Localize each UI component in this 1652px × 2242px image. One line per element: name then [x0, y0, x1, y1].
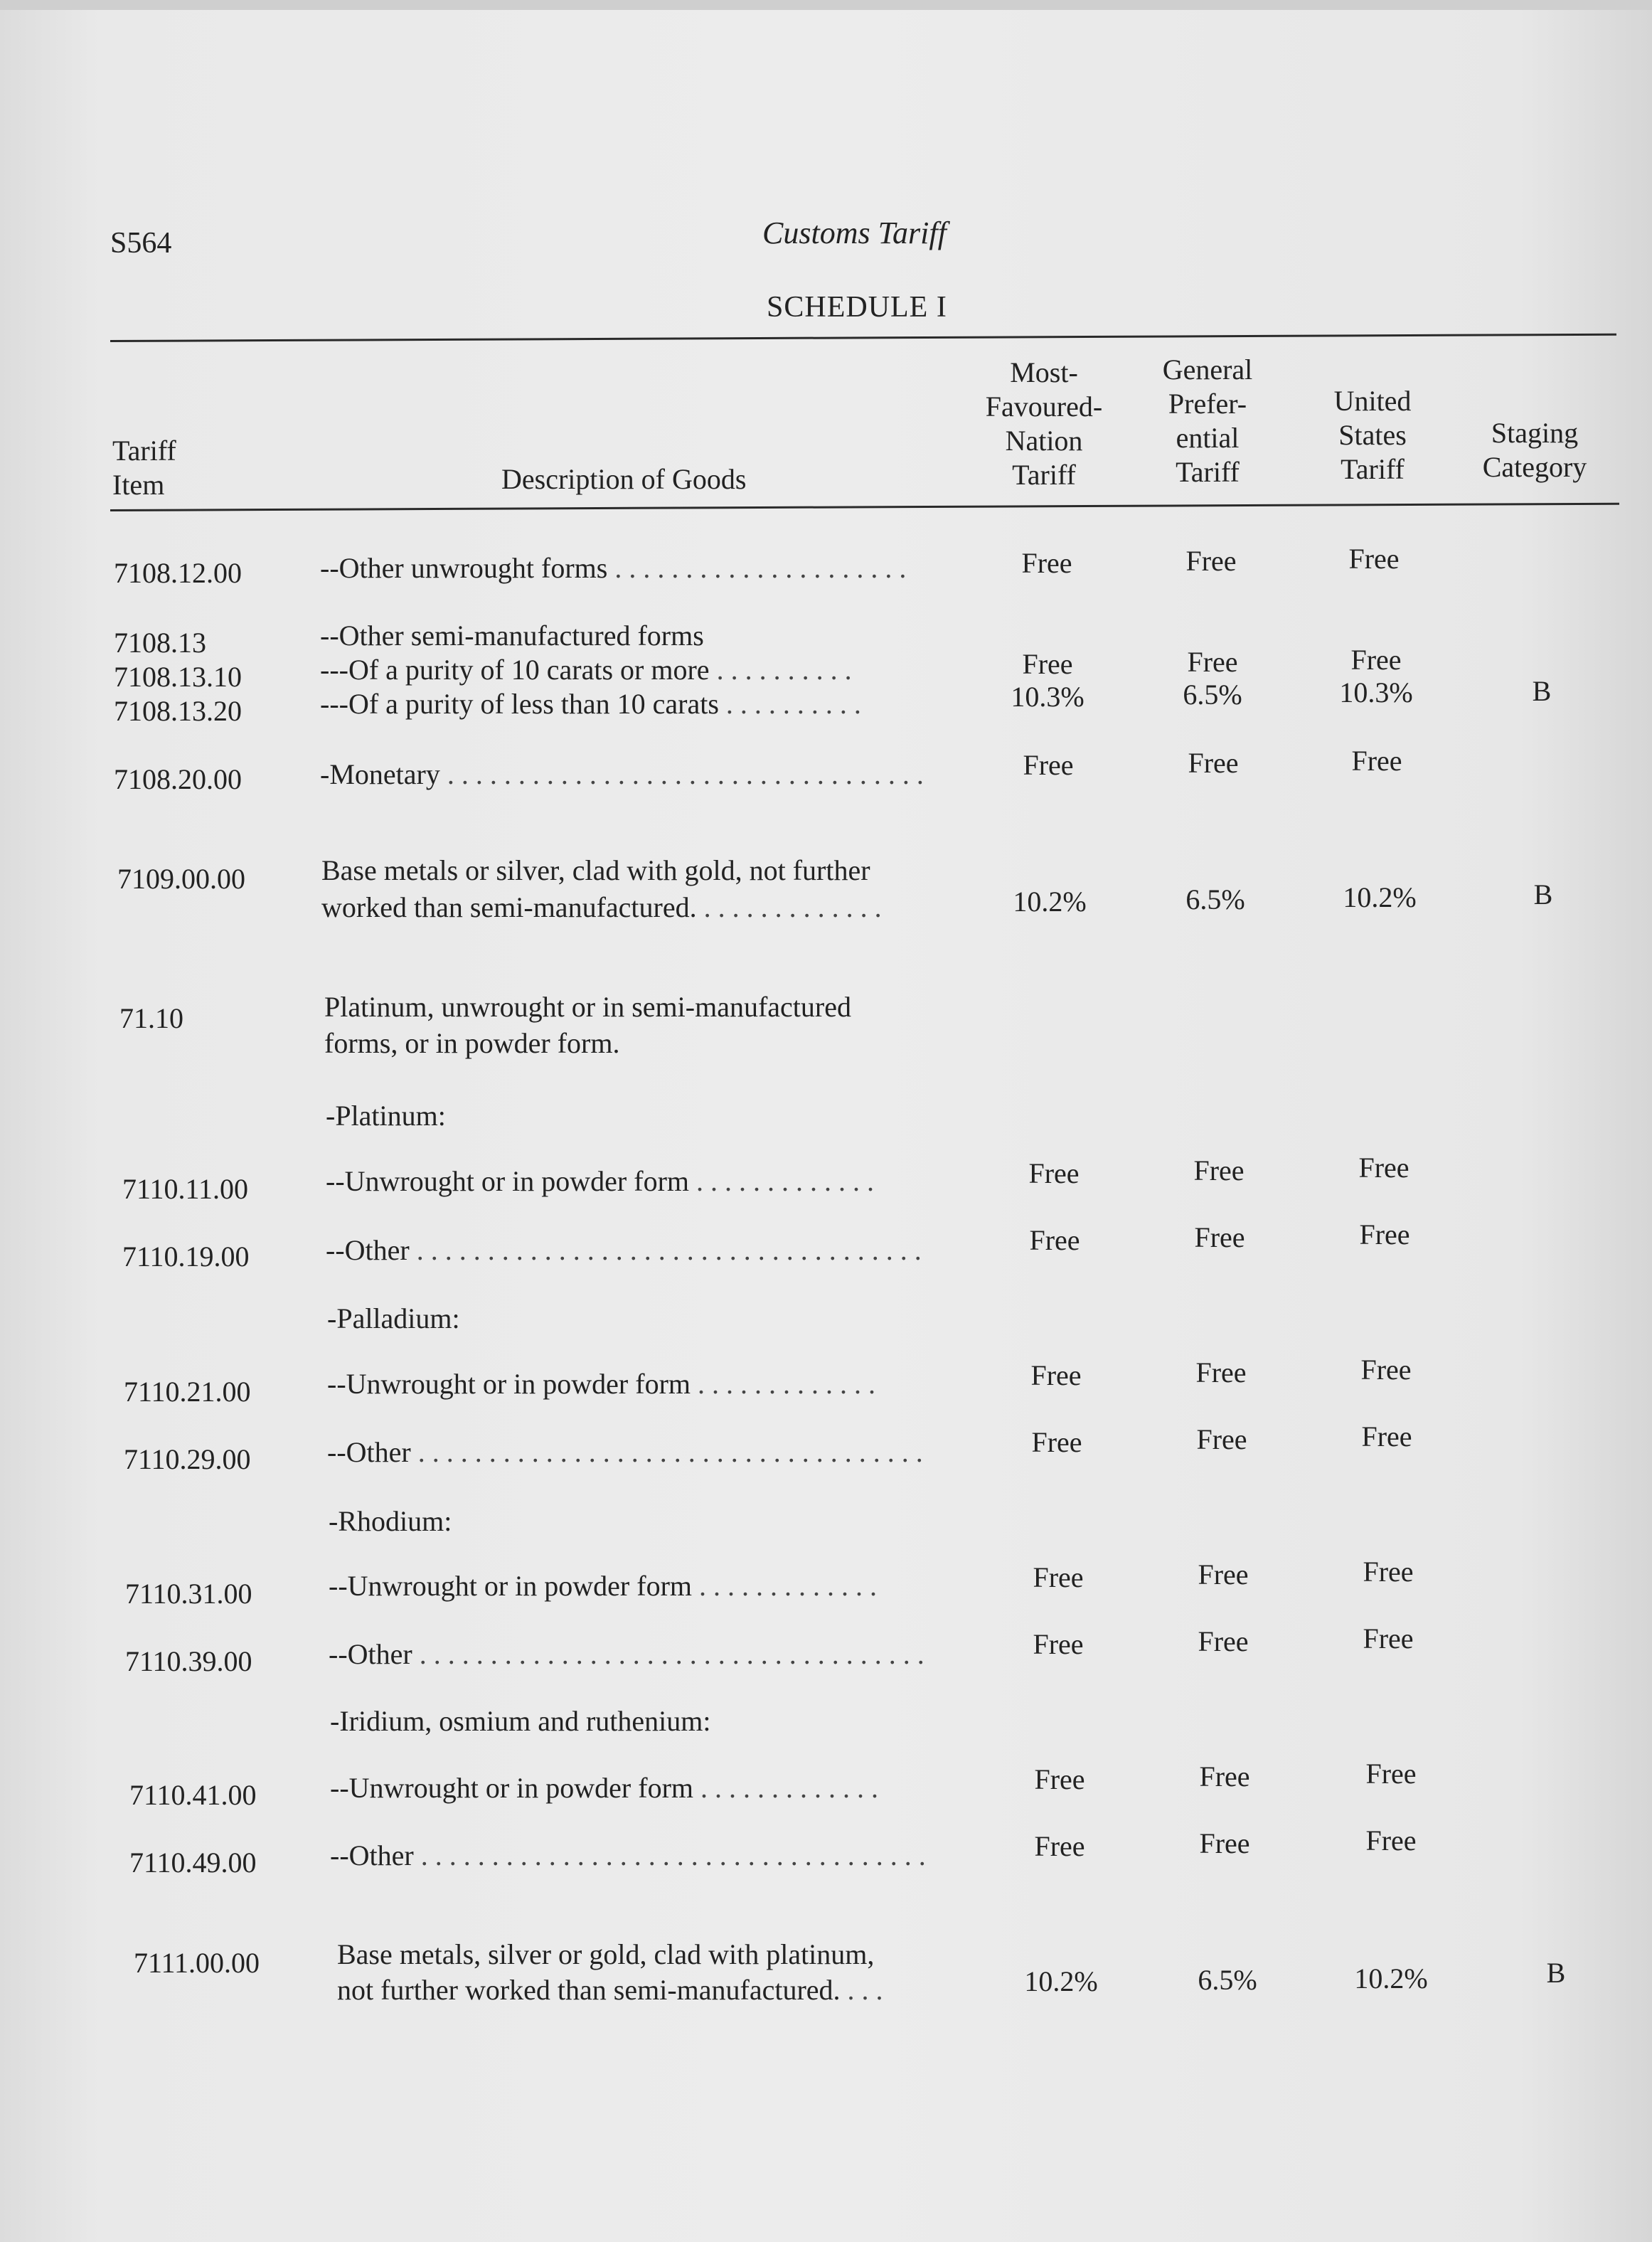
gpt-rate: Free: [1193, 1154, 1245, 1186]
gpt-rate: Free: [1185, 545, 1237, 577]
us-rate: 10.3%: [1339, 676, 1413, 708]
gpt-rate: Free: [1198, 1625, 1249, 1657]
schedule-title: SCHEDULE I: [767, 291, 947, 324]
description: --Unwrought or in powder form . . . . . . . . . . . . .: [329, 1570, 877, 1602]
us-rate: 10.2%: [1343, 881, 1417, 913]
header-gpt-tariff: General Prefer- ential Tariff: [1162, 354, 1253, 488]
tariff-code: 7108.20.00: [114, 763, 242, 795]
description: ---Of a purity of 10 carats or more . . . . . . . . . .: [320, 654, 852, 686]
us-rate: Free: [1361, 1420, 1412, 1452]
tariff-code: 7110.29.00: [124, 1443, 251, 1475]
us-rate: 10.2%: [1354, 1962, 1428, 1994]
mfn-rate: Free: [1021, 547, 1072, 579]
tariff-code: 7110.49.00: [129, 1847, 257, 1879]
tariff-code: 7111.00.00: [134, 1947, 260, 1979]
tariff-code: 7110.21.00: [124, 1376, 251, 1408]
gpt-rate: 6.5%: [1185, 883, 1245, 915]
subheading: -Rhodium:: [329, 1505, 452, 1537]
mfn-rate: Free: [1033, 1561, 1084, 1593]
header-mfn-tariff: Most- Favoured- Nation Tariff: [985, 356, 1103, 491]
gpt-rate: Free: [1195, 1356, 1247, 1388]
mfn-rate: Free: [1022, 648, 1073, 680]
us-rate: Free: [1350, 644, 1402, 676]
description: Base metals or silver, clad with gold, not further: [321, 854, 870, 886]
description: forms, or in powder form.: [324, 1027, 620, 1059]
us-rate: Free: [1365, 1758, 1417, 1790]
mfn-rate: 10.2%: [1013, 886, 1087, 918]
gpt-rate: Free: [1187, 646, 1238, 678]
header-tariff-item: Tariff Item: [112, 435, 176, 501]
description: --Unwrought or in powder form . . . . . . . . . . . . .: [330, 1772, 878, 1804]
mfn-rate: Free: [1023, 749, 1074, 781]
us-rate: Free: [1348, 543, 1400, 575]
subheading: -Platinum:: [326, 1100, 446, 1132]
description: --Other semi-manufactured forms: [320, 620, 704, 652]
us-rate: Free: [1365, 1824, 1417, 1856]
tariff-code: 7110.41.00: [129, 1779, 257, 1811]
description: ---Of a purity of less than 10 carats . . . . . . . . . .: [320, 688, 861, 720]
staging-category: B: [1532, 675, 1552, 707]
us-rate: Free: [1358, 1152, 1409, 1184]
description: --Unwrought or in powder form . . . . . . . . . . . . .: [326, 1165, 874, 1197]
gpt-rate: Free: [1194, 1221, 1245, 1253]
description: Platinum, unwrought or in semi-manufactured: [324, 991, 851, 1023]
description: --Other . . . . . . . . . . . . . . . . . . . . . . . . . . . . . . . . . . . .: [327, 1436, 923, 1468]
tariff-code: 7108.13: [114, 627, 206, 659]
tariff-code: 7110.39.00: [125, 1645, 252, 1677]
page-edge: [0, 0, 1652, 10]
us-rate: Free: [1363, 1622, 1414, 1654]
gpt-rate: Free: [1199, 1827, 1250, 1859]
header-description: Description of Goods: [501, 463, 747, 495]
mfn-rate: 10.3%: [1011, 681, 1085, 713]
tariff-code: 7110.31.00: [125, 1578, 252, 1610]
mfn-rate: 10.2%: [1024, 1965, 1098, 1997]
description: --Unwrought or in powder form . . . . . . . . . . . . .: [327, 1368, 875, 1400]
us-rate: Free: [1359, 1218, 1410, 1250]
description: Base metals, silver or gold, clad with platinum,: [337, 1938, 875, 1970]
header-rule: [110, 503, 1619, 511]
subheading: -Iridium, osmium and ruthenium:: [330, 1705, 711, 1737]
staging-category: B: [1546, 1957, 1566, 1989]
page-number: S564: [110, 227, 172, 260]
gpt-rate: 6.5%: [1198, 1964, 1257, 1996]
tariff-code: 7108.12.00: [114, 557, 242, 589]
tariff-code: 7110.11.00: [122, 1173, 249, 1205]
us-rate: Free: [1360, 1354, 1412, 1386]
mfn-rate: Free: [1033, 1628, 1084, 1660]
header-us-tariff: United States Tariff: [1333, 385, 1412, 485]
tariff-code: 7109.00.00: [117, 863, 245, 895]
description: --Other unwrought forms . . . . . . . . . . . . . . . . . . . . .: [320, 552, 907, 584]
staging-category: B: [1533, 878, 1553, 910]
tariff-code: 71.10: [119, 1002, 183, 1034]
mfn-rate: Free: [1028, 1157, 1080, 1189]
us-rate: Free: [1351, 745, 1402, 777]
us-rate: Free: [1363, 1556, 1414, 1588]
description: not further worked than semi-manufactured. . . .: [337, 1974, 883, 2006]
running-title: Customs Tariff: [762, 216, 947, 250]
mfn-rate: Free: [1029, 1224, 1080, 1256]
tariff-code: 7108.13.10: [114, 661, 242, 693]
gpt-rate: Free: [1198, 1558, 1249, 1590]
mfn-rate: Free: [1030, 1359, 1082, 1391]
description: --Other . . . . . . . . . . . . . . . . . . . . . . . . . . . . . . . . . . . .: [326, 1234, 922, 1266]
mfn-rate: Free: [1031, 1426, 1082, 1458]
gpt-rate: Free: [1188, 747, 1239, 779]
description: --Other . . . . . . . . . . . . . . . . . . . . . . . . . . . . . . . . . . . .: [329, 1638, 924, 1670]
tariff-code: 7110.19.00: [122, 1240, 250, 1273]
gpt-rate: Free: [1199, 1760, 1250, 1792]
mfn-rate: Free: [1034, 1830, 1085, 1862]
description: worked than semi-manufactured. . . . . . . . . . . . . .: [321, 891, 882, 923]
tariff-code: 7108.13.20: [114, 695, 242, 727]
gpt-rate: 6.5%: [1183, 679, 1242, 711]
gpt-rate: Free: [1196, 1423, 1247, 1455]
subheading: -Palladium:: [327, 1302, 460, 1334]
top-rule: [110, 334, 1616, 342]
description: -Monetary . . . . . . . . . . . . . . . . . . . . . . . . . . . . . . . . . .: [320, 758, 924, 790]
mfn-rate: Free: [1034, 1763, 1085, 1795]
header-staging-category: Staging Category: [1482, 417, 1587, 483]
description: --Other . . . . . . . . . . . . . . . . . . . . . . . . . . . . . . . . . . . .: [330, 1839, 926, 1871]
